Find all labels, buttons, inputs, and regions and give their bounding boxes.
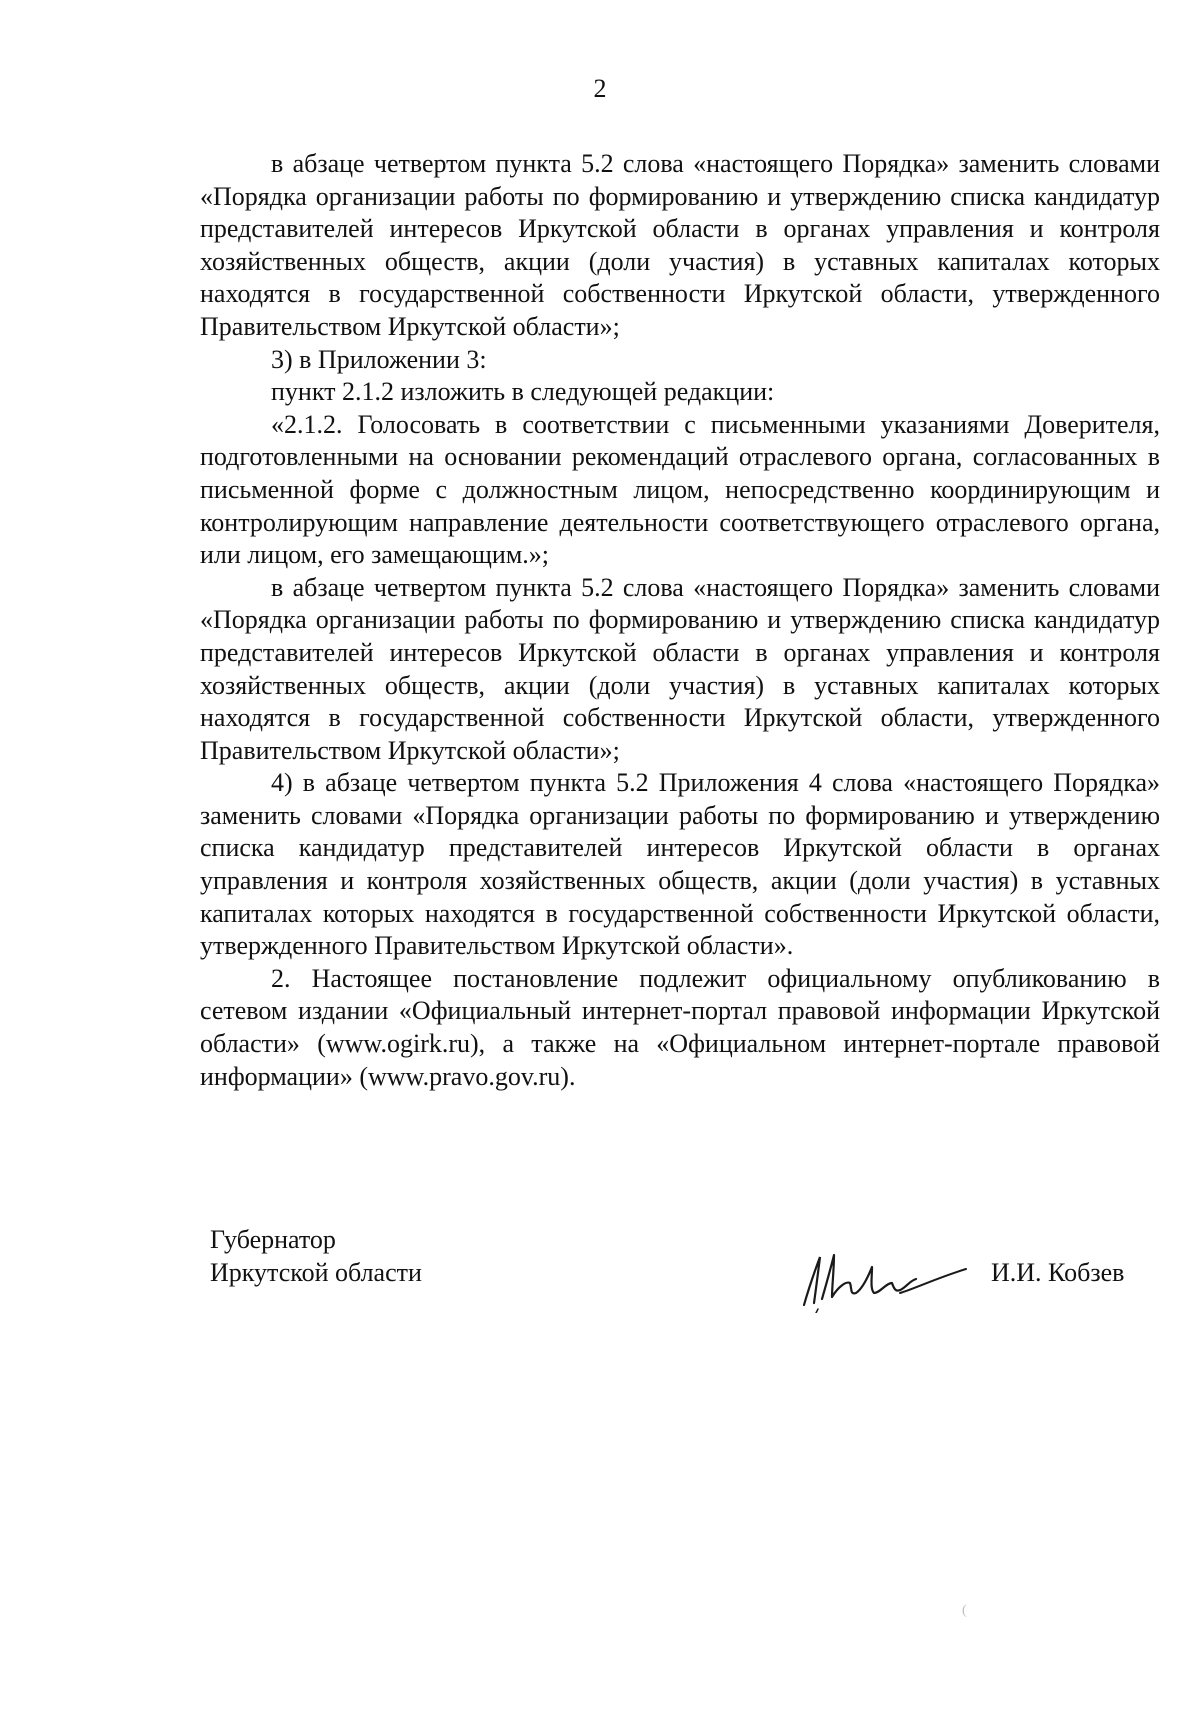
paragraph-appendix-3: 3) в Приложении 3:	[271, 344, 487, 374]
signatory-title: Губернатор	[210, 1225, 336, 1254]
handwritten-signature	[794, 1243, 974, 1313]
scan-artifact-mark: (	[962, 1603, 967, 1618]
signatory-name: И.И. Кобзев	[991, 1258, 1125, 1287]
document-body	[200, 148, 1160, 1093]
paragraph-amendment-2: в абзаце четвертом пункта 5.2 слова «настоящего Порядка» заменить словами «Порядка организации работы по формированию и утверждению списка кандидатур представителей интересов Иркутской области в органах управления и контроля хозяйственных обществ, акции (доли участия) в уставных капиталах которых находятся в государственной собственности Иркутской области, утвержденного Правительством Иркутской области»;	[200, 572, 1160, 765]
signature-block	[210, 1223, 1170, 1343]
paragraph-amendment-1: в абзаце четвертом пункта 5.2 слова «настоящего Порядка» заменить словами «Порядка организации работы по формированию и утверждению списка кандидатур представителей интересов Иркутской области в органах управления и контроля хозяйственных обществ, акции (доли участия) в уставных капиталах которых находятся в государственной собственности Иркутской области, утвержденного Правительством Иркутской области»;	[200, 149, 1160, 341]
paragraph-item-2-1-2-intro: пункт 2.1.2 изложить в следующей редакции:	[271, 377, 775, 407]
paragraph-item-2-1-2-text: «2.1.2. Голосовать в соответствии с письменными указаниями Доверителя, подготовленными на основании рекомендаций отраслевого органа, согласованных в письменной форме с должностным лицом, непосредственно координирующим и контролирующим направление деятельности соответствующего отраслевого органа, или лицом, его замещающим.»;	[200, 409, 1160, 570]
signatory-region: Иркутской области	[210, 1258, 422, 1287]
paragraph-appendix-4: 4) в абзаце четвертом пункта 5.2 Приложения 4 слова «настоящего Порядка» заменить словами «Порядка организации работы по формированию и утверждению списка кандидатур представителей интересов Иркутской области в органах управления и контроля хозяйственных обществ, акции (доли участия) в уставных капиталах которых находятся в государственной собственности Иркутской области, утвержденного Правительством Иркутской области».	[200, 768, 1160, 961]
page-number: 2	[593, 74, 607, 103]
paragraph-publication: 2. Настоящее постановление подлежит официальному опубликованию в сетевом издании «Официальный интернет-портал правовой информации Иркутской области» (www.ogirk.ru), а также на «Официальном интернет-портале правовой информации» (www.pravo.gov.ru).	[200, 963, 1160, 1091]
